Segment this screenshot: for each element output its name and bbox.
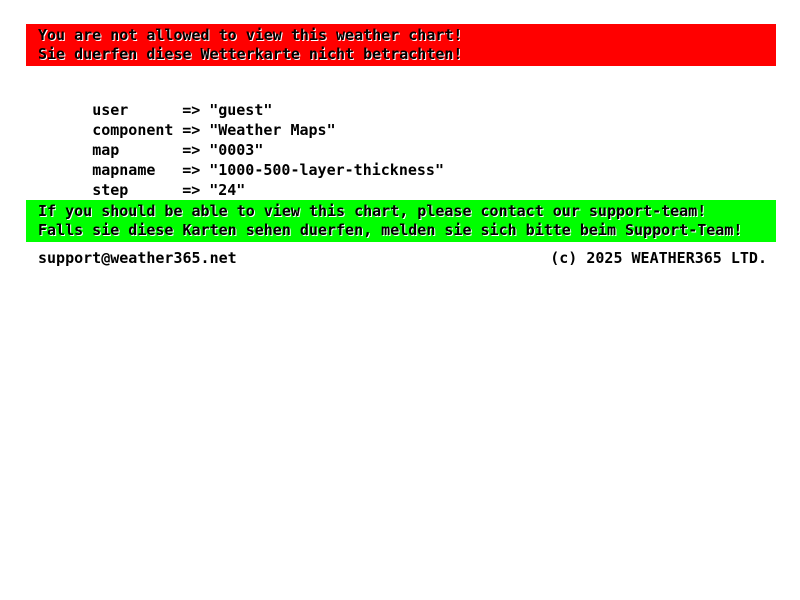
error-banner <box>26 24 776 66</box>
arrow-glyph: => <box>182 121 201 139</box>
error-line-german: Sie duerfen diese Wetterkarte nicht betrachten! <box>38 45 463 63</box>
detail-value: "24" <box>209 181 246 199</box>
detail-key: user <box>92 101 129 119</box>
detail-key: mapname <box>92 161 156 179</box>
detail-key: step <box>92 181 129 199</box>
arrow-glyph: => <box>182 161 201 179</box>
copyright-notice: (c) 2025 WEATHER365 LTD. <box>550 249 767 267</box>
detail-value: "Weather Maps" <box>209 121 336 139</box>
error-line-english: You are not allowed to view this weather chart! <box>38 26 463 44</box>
contact-line-german: Falls sie diese Karten sehen duerfen, melden sie sich bitte beim Support-Team! <box>38 221 743 239</box>
detail-key: component <box>92 121 174 139</box>
detail-row-user <box>38 80 444 119</box>
detail-value: "0003" <box>209 141 264 159</box>
support-email: support@weather365.net <box>38 249 237 267</box>
request-details <box>38 80 444 199</box>
detail-key: map <box>92 141 120 159</box>
detail-value: "1000-500-layer-thickness" <box>209 161 444 179</box>
arrow-glyph: => <box>182 101 201 119</box>
detail-value: "guest" <box>209 101 273 119</box>
contact-line-english: If you should be able to view this chart, please contact our support-team! <box>38 202 707 220</box>
arrow-glyph: => <box>182 141 201 159</box>
contact-banner <box>26 200 776 242</box>
footer <box>38 248 767 268</box>
arrow-glyph: => <box>182 181 201 199</box>
